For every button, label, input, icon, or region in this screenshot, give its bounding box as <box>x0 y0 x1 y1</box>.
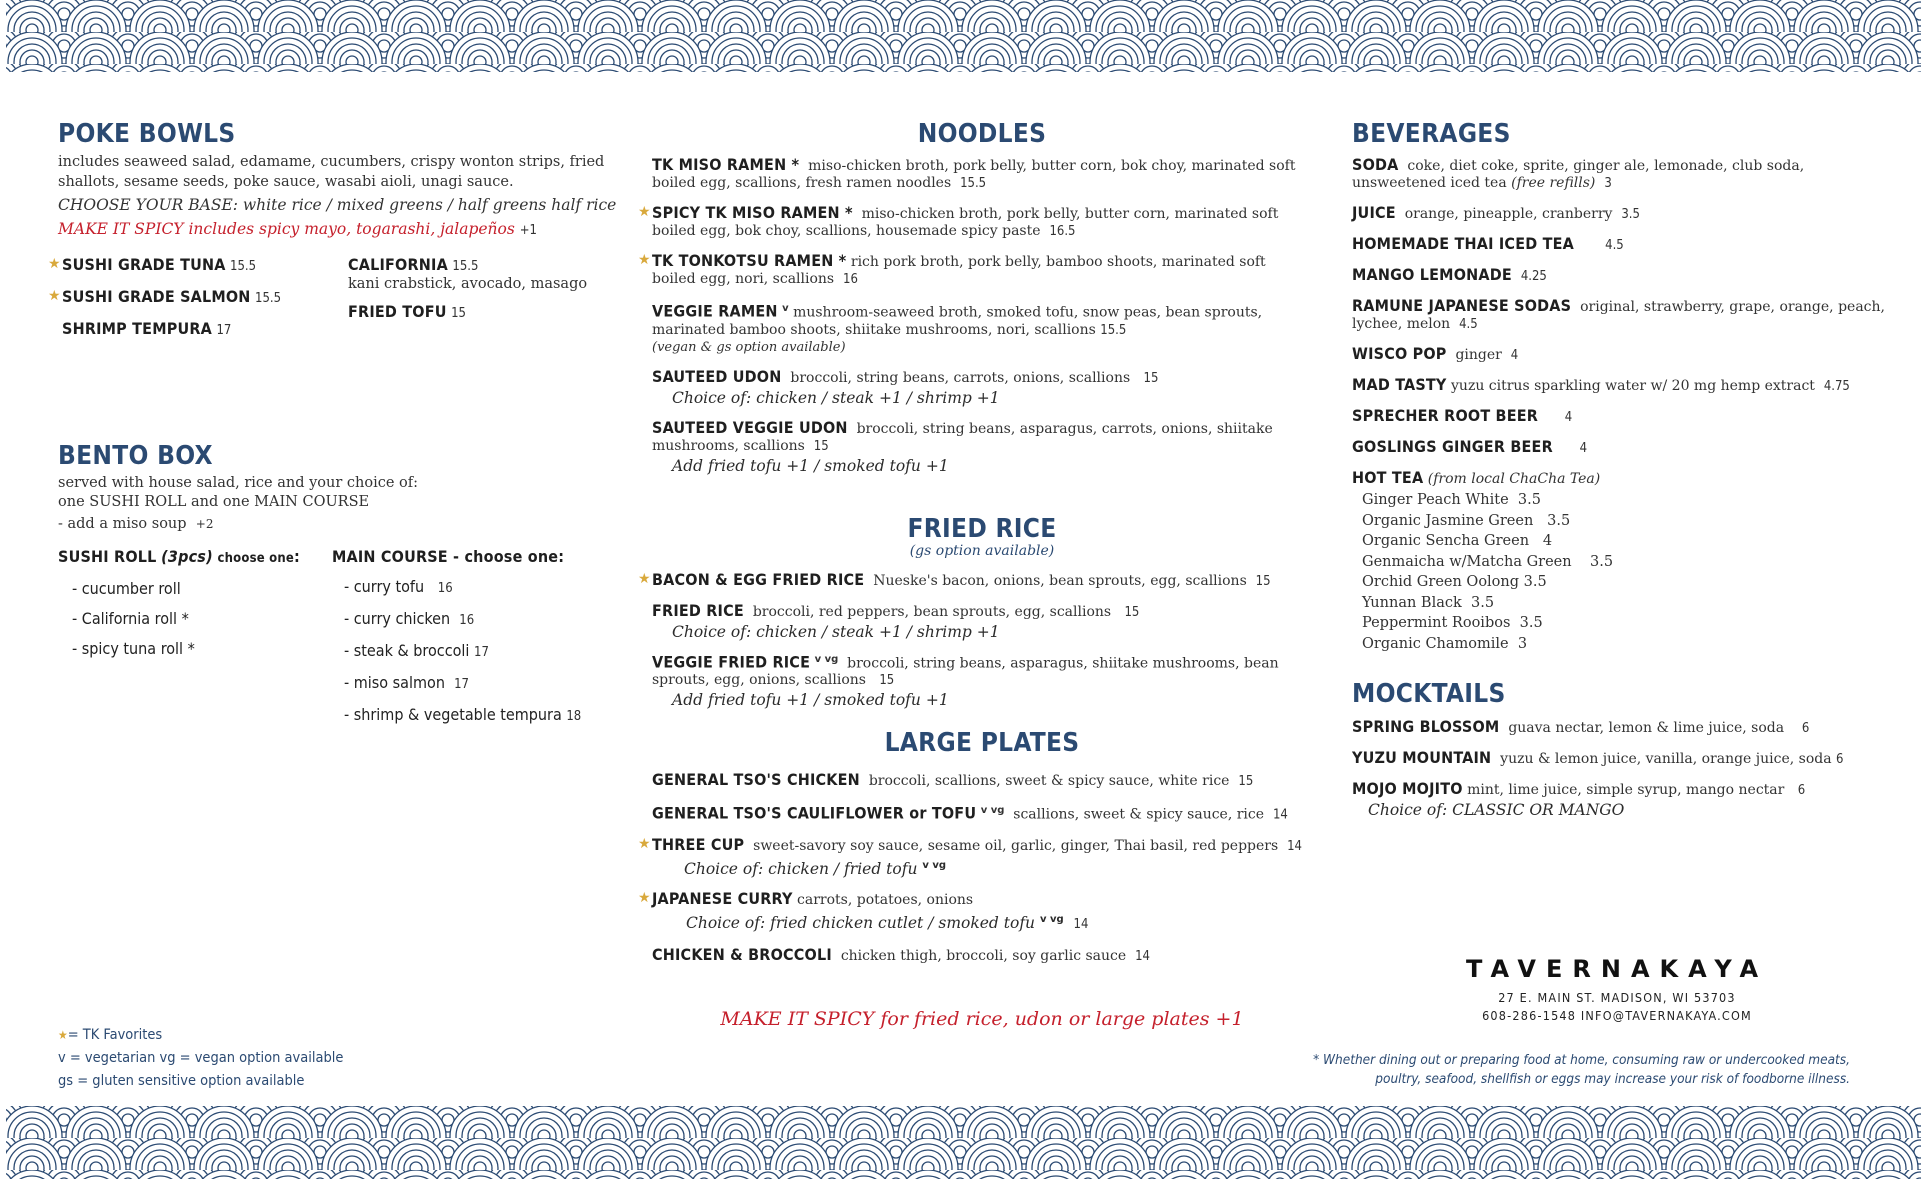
tea-item: Genmaicha w/Matcha Green 3.5 <box>1362 553 1614 570</box>
bento-choices <box>58 542 618 722</box>
bento-heading: BENTO BOX <box>58 441 213 471</box>
noodles-list <box>638 155 1312 477</box>
large-plate-item: GENERAL TSO'S CAULIFLOWER or TOFU $^{v vg}$ scallions, sweet & spicy sauce, rice 14 <box>652 803 1288 823</box>
legend-favorites: ★= TK Favorites <box>58 1027 163 1043</box>
bento-rolls <box>58 542 300 664</box>
fried-rice-section <box>638 513 1312 712</box>
bento-section <box>58 440 618 722</box>
mocktails-heading: MOCKTAILS <box>1352 679 1506 709</box>
beverage-thai-tea: HOMEMADE THAI ICED TEA 4.5 <box>1352 234 1624 253</box>
tea-item: Organic Jasmine Green 3.5 <box>1362 512 1571 529</box>
noodle-item: ★ TK TONKOTSU RAMEN * rich pork broth, pork belly, bamboo shoots, marinated soft boiled egg, nori, scallions 16 <box>638 251 1266 287</box>
sushi-roll-heading: SUSHI ROLL (3pcs) choose one: <box>58 547 301 566</box>
poke-item-california: CALIFORNIA 15.5 <box>348 255 479 274</box>
column-left <box>48 118 618 724</box>
tea-item: Yunnan Black 3.5 <box>1362 594 1495 611</box>
poke-items-right <box>348 256 587 332</box>
fried-rice-item: FRIED RICE broccoli, red peppers, bean sprouts, egg, scallions 15 <box>652 600 1140 620</box>
bento-desc-1: served with house salad, rice and your choice of: <box>58 475 419 491</box>
poke-base-choice: CHOOSE YOUR BASE: white rice / mixed greens / half greens half rice <box>58 196 617 214</box>
large-plate-item: CHICKEN & BROCCOLI chicken thigh, broccoli, soy garlic sauce 14 <box>652 945 1150 965</box>
beverage-juice: JUICE orange, pineapple, cranberry 3.5 <box>1352 203 1640 222</box>
tea-item: Organic Chamomile 3 <box>1362 635 1528 652</box>
curry-choice: Choice of: fried chicken cutlet / smoked tofu $^{v vg}$ 14 <box>686 914 1089 933</box>
make-it-spicy-note: MAKE IT SPICY for fried rice, udon or large plates +1 <box>720 1008 1244 1030</box>
column-middle <box>638 118 1312 975</box>
bento-miso-line: - add a miso soup +2 <box>58 516 214 532</box>
main-option: - curry tofu 16 <box>344 577 453 596</box>
mocktail-item: YUZU MOUNTAIN yuzu & lemon juice, vanilla, orange juice, soda 6 <box>1352 748 1844 767</box>
large-plates-heading: LARGE PLATES <box>884 728 1080 759</box>
noodle-item: TK MISO RAMEN * miso-chicken broth, pork belly, butter corn, bok choy, marinated soft boiled egg, scallions, fresh ramen noodles 15.5 <box>652 155 1296 191</box>
fried-rice-item: ★ BACON & EGG FRIED RICE Nueske's bacon, onions, bean sprouts, egg, scallions 15 <box>638 569 1271 589</box>
tea-item: Orchid Green Oolong 3.5 <box>1362 574 1547 590</box>
roll-option: - spicy tuna roll * <box>72 639 195 658</box>
large-plate-item: ★ JAPANESE CURRY carrots, potatoes, onions <box>638 889 974 909</box>
fried-rice-choice: Choice of: chicken / steak +1 / shrimp +1 <box>672 622 1000 641</box>
roll-option: - California roll * <box>72 609 189 628</box>
main-option: - curry chicken 16 <box>344 609 475 628</box>
main-course-heading: MAIN COURSE - choose one: <box>332 547 565 566</box>
main-option: - miso salmon 17 <box>344 673 469 692</box>
beverage-mad-tasty: MAD TASTY yuzu citrus sparkling water w/ 20 mg hemp extract 4.75 <box>1352 375 1850 394</box>
poke-bowls-heading: POKE BOWLS <box>58 119 236 149</box>
beverage-ginger-beer: GOSLINGS GINGER BEER 4 <box>1352 437 1588 456</box>
favorite-star-icon: ★ <box>638 890 651 907</box>
beverage-soda: SODA coke, diet coke, sprite, ginger ale, lemonade, club soda, unsweetened iced tea (free refills) 3 <box>1352 155 1805 191</box>
beverages-list <box>1352 156 1892 654</box>
bento-mains <box>332 542 581 732</box>
poke-item-tuna: ★ SUSHI GRADE TUNA 15.5 <box>48 255 257 274</box>
poke-item-shrimp: SHRIMP TEMPURA 17 <box>62 319 232 338</box>
poke-item-fried-tofu: FRIED TOFU 15 <box>348 302 466 321</box>
bento-desc-2: one SUSHI ROLL and one MAIN COURSE <box>58 494 370 510</box>
noodles-heading: NOODLES <box>917 119 1047 149</box>
wave-pattern-top <box>0 0 1921 72</box>
fried-rice-heading: FRIED RICE <box>907 513 1057 544</box>
three-cup-choice: Choice of: chicken / fried tofu $^{v vg}$ <box>684 859 947 879</box>
poke-description: includes seaweed salad, edamame, cucumbers, crispy wonton strips, fried shallots, sesame seeds, poke sauce, wasabi aioli, unagi sauce. <box>58 154 605 190</box>
roll-option: - cucumber roll <box>72 579 181 598</box>
favorite-star-icon: ★ <box>58 1028 68 1042</box>
noodle-item: ★ SPICY TK MISO RAMEN * miso-chicken broth, pork belly, butter corn, marinated soft boiled egg, bok choy, scallions, housemade spicy paste 16.5 <box>638 203 1279 239</box>
legend <box>58 1024 343 1093</box>
poke-spicy-line <box>58 218 618 242</box>
favorite-star-icon: ★ <box>638 570 651 587</box>
favorite-star-icon: ★ <box>48 288 61 304</box>
column-right <box>1352 118 1892 821</box>
wave-pattern-bottom <box>0 1106 1921 1179</box>
main-option: - shrimp & vegetable tempura 18 <box>344 705 582 724</box>
restaurant-contact: 608-286-1548 INFO@TAVERNAKAYA.COM <box>1482 1008 1752 1023</box>
poke-spicy-text: MAKE IT SPICY includes spicy mayo, togarashi, jalapeños <box>58 220 515 238</box>
beverages-heading: BEVERAGES <box>1352 119 1511 149</box>
mocktail-item: SPRING BLOSSOM guava nectar, lemon & lime juice, soda 6 <box>1352 717 1810 736</box>
tea-item: Peppermint Rooibos 3.5 <box>1362 615 1543 631</box>
tea-item: Organic Sencha Green 4 <box>1362 533 1553 549</box>
large-plate-item: ★ THREE CUP sweet-savory soy sauce, sesame oil, garlic, ginger, Thai basil, red peppers 14 <box>638 834 1302 854</box>
food-safety-warning: * Whether dining out or preparing food at home, consuming raw or undercooked meats, poultry, seafood, shellfish or eggs may increase your risk of foodborne illness. <box>1313 1052 1850 1087</box>
main-option: - steak & broccoli 17 <box>344 641 489 660</box>
favorite-star-icon: ★ <box>638 835 651 852</box>
favorite-star-icon: ★ <box>638 204 651 220</box>
poke-spicy-price: +1 <box>519 223 537 238</box>
large-plates-section <box>638 727 1312 965</box>
large-plate-item: GENERAL TSO'S CHICKEN broccoli, scallions, sweet & spicy sauce, white rice 15 <box>652 770 1254 790</box>
favorite-star-icon: ★ <box>638 252 651 268</box>
beverage-wisco-pop: WISCO POP ginger 4 <box>1352 344 1519 363</box>
noodle-item: SAUTEED VEGGIE UDON broccoli, string beans, asparagus, carrots, onions, shiitake mushrooms, scallions 15 <box>652 417 1273 454</box>
tea-item: Ginger Peach White 3.5 <box>1362 492 1541 508</box>
noodle-item: SAUTEED UDON broccoli, string beans, carrots, onions, scallions 15 <box>652 366 1159 386</box>
tea-list <box>1352 490 1892 654</box>
beverage-root-beer: SPRECHER ROOT BEER 4 <box>1352 406 1573 425</box>
mocktails-section <box>1352 678 1892 821</box>
poke-items-left <box>48 255 282 349</box>
poke-california-desc: kani crabstick, avocado, masago <box>348 276 588 292</box>
poke-items <box>48 255 618 426</box>
veggie-udon-choice: Add fried tofu +1 / smoked tofu +1 <box>672 456 949 475</box>
legend-gluten: gs = gluten sensitive option available <box>58 1073 305 1089</box>
beverage-ramune: RAMUNE JAPANESE SODAS original, strawberry, grape, orange, peach, lychee, melon 4.5 <box>1352 296 1885 332</box>
beverage-hot-tea: HOT TEA (from local ChaCha Tea) <box>1352 468 1601 487</box>
udon-choice: Choice of: chicken / steak +1 / shrimp +1 <box>672 388 1000 407</box>
mocktail-item: MOJO MOJITO mint, lime juice, simple syrup, mango nectar 6 <box>1352 779 1806 798</box>
noodle-item: VEGGIE RAMEN $^v$ mushroom-seaweed broth, smoked tofu, snow peas, bean sprouts, marinated bamboo shoots, shiitake mushrooms, nori, scallions 15.5 (vegan & gs option available) <box>652 301 1263 355</box>
legend-vegetarian: v = vegetarian vg = vegan option available <box>58 1050 344 1066</box>
poke-item-salmon: ★ SUSHI GRADE SALMON 15.5 <box>48 287 282 306</box>
veggie-fried-rice-choice: Add fried tofu +1 / smoked tofu +1 <box>672 691 949 710</box>
favorite-star-icon: ★ <box>48 256 61 272</box>
beverage-mango-lemonade: MANGO LEMONADE 4.25 <box>1352 265 1547 284</box>
mojito-choice: Choice of: CLASSIC OR MANGO <box>1368 801 1625 819</box>
fried-rice-item: VEGGIE FRIED RICE $^{v vg}$ broccoli, string beans, asparagus, shiitake mushrooms, bean sprouts, egg, onions, scallions 15 <box>652 652 1279 689</box>
fried-rice-sub: (gs option available) <box>909 542 1055 559</box>
restaurant-address: 27 E. MAIN ST. MADISON, WI 53703 <box>1498 990 1736 1005</box>
tavernakaya-logo: TAVERNAKAYA <box>1465 955 1769 983</box>
